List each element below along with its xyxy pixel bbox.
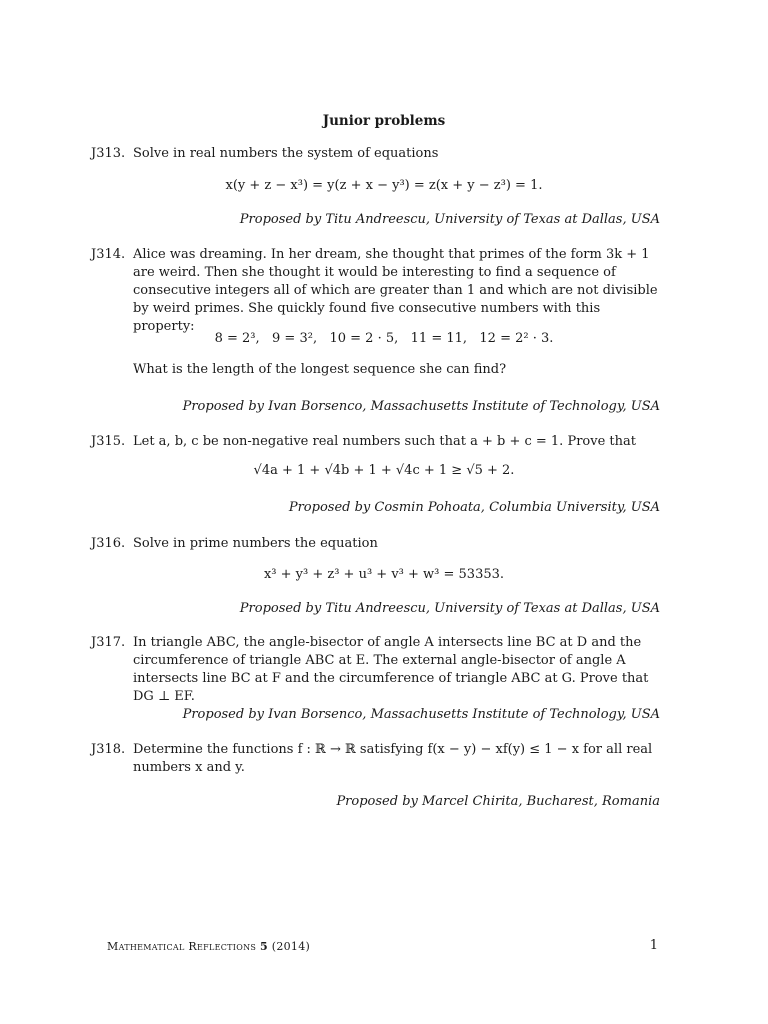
- section-title: Junior problems: [322, 113, 446, 129]
- proposer-j314: Proposed by Ivan Borsenco, Massachusetts Institute of Technology, USA: [182, 399, 660, 414]
- problem-j317: [91, 634, 660, 706]
- problem-label: J318.: [91, 742, 126, 757]
- footer-journal: [107, 940, 310, 953]
- journal-year: (2014): [271, 940, 311, 953]
- problem-text: In triangle ABC, the angle-bisector of angle A intersects line BC at D and the circumference of triangle ABC at E. The external angle-bisector of angle A intersects line BC at F and the circumference of triangle ABC at G. Prove that DG ⊥ EF.: [133, 635, 649, 704]
- problem-j315: [91, 433, 660, 451]
- problem-equation: [0, 463, 768, 478]
- page-number: 1: [649, 938, 658, 953]
- equation-j316: x³ + y³ + z³ + u³ + v³ + w³ = 53353.: [263, 567, 505, 582]
- problem-text: Alice was dreaming. In her dream, she thought that primes of the form 3k + 1 are weird. Then she thought it would be interesting to find a sequence of consecutive integers all of which are greater than 1 and which are not divisible by weird primes. She quickly found five consecutive numbers with this property:: [133, 247, 658, 334]
- proposer-j313: Proposed by Titu Andreescu, University of Texas at Dallas, USA: [239, 212, 660, 227]
- problem-text: Let a, b, c be non-negative real numbers such that a + b + c = 1. Prove that: [133, 434, 636, 449]
- problem-label: J316.: [91, 536, 126, 551]
- equation-j315: √4a + 1 + √4b + 1 + √4c + 1 ≥ √5 + 2.: [253, 463, 515, 478]
- problem-text: Solve in prime numbers the equation: [133, 536, 378, 551]
- problem-label: J314.: [91, 247, 126, 262]
- problem-label: J313.: [91, 146, 126, 161]
- problem-equation: [0, 178, 768, 193]
- proposer-j318: Proposed by Marcel Chirita, Bucharest, Romania: [336, 794, 660, 809]
- problem-j314: [91, 246, 660, 336]
- journal-volume: 5: [259, 940, 268, 953]
- problem-label: J317.: [91, 635, 126, 650]
- equation-j314: 8 = 2³, 9 = 3², 10 = 2 · 5, 11 = 11, 12 = 2² · 3.: [214, 331, 554, 346]
- problem-text: Determine the functions f : ℝ → ℝ satisfying f(x − y) − xf(y) ≤ 1 − x for all real numbers x and y.: [133, 742, 653, 775]
- problem-j318: [91, 741, 660, 777]
- proposer-j316: Proposed by Titu Andreescu, University of Texas at Dallas, USA: [239, 601, 660, 616]
- problem-equation: [0, 331, 768, 346]
- problem-equation: [0, 567, 768, 582]
- journal-name: Mathematical Reflections: [107, 940, 257, 953]
- proposer-j315: Proposed by Cosmin Pohoata, Columbia University, USA: [288, 500, 660, 515]
- equation-j313: x(y + z − x³) = y(z + x − y³) = z(x + y − z³) = 1.: [225, 178, 543, 193]
- followup-j314: What is the length of the longest sequence she can find?: [133, 362, 507, 377]
- problem-j316: [91, 535, 660, 553]
- proposer-j317: Proposed by Ivan Borsenco, Massachusetts Institute of Technology, USA: [182, 707, 660, 722]
- problem-label: J315.: [91, 434, 126, 449]
- problem-text: Solve in real numbers the system of equations: [133, 146, 439, 161]
- problem-j313: [91, 145, 660, 163]
